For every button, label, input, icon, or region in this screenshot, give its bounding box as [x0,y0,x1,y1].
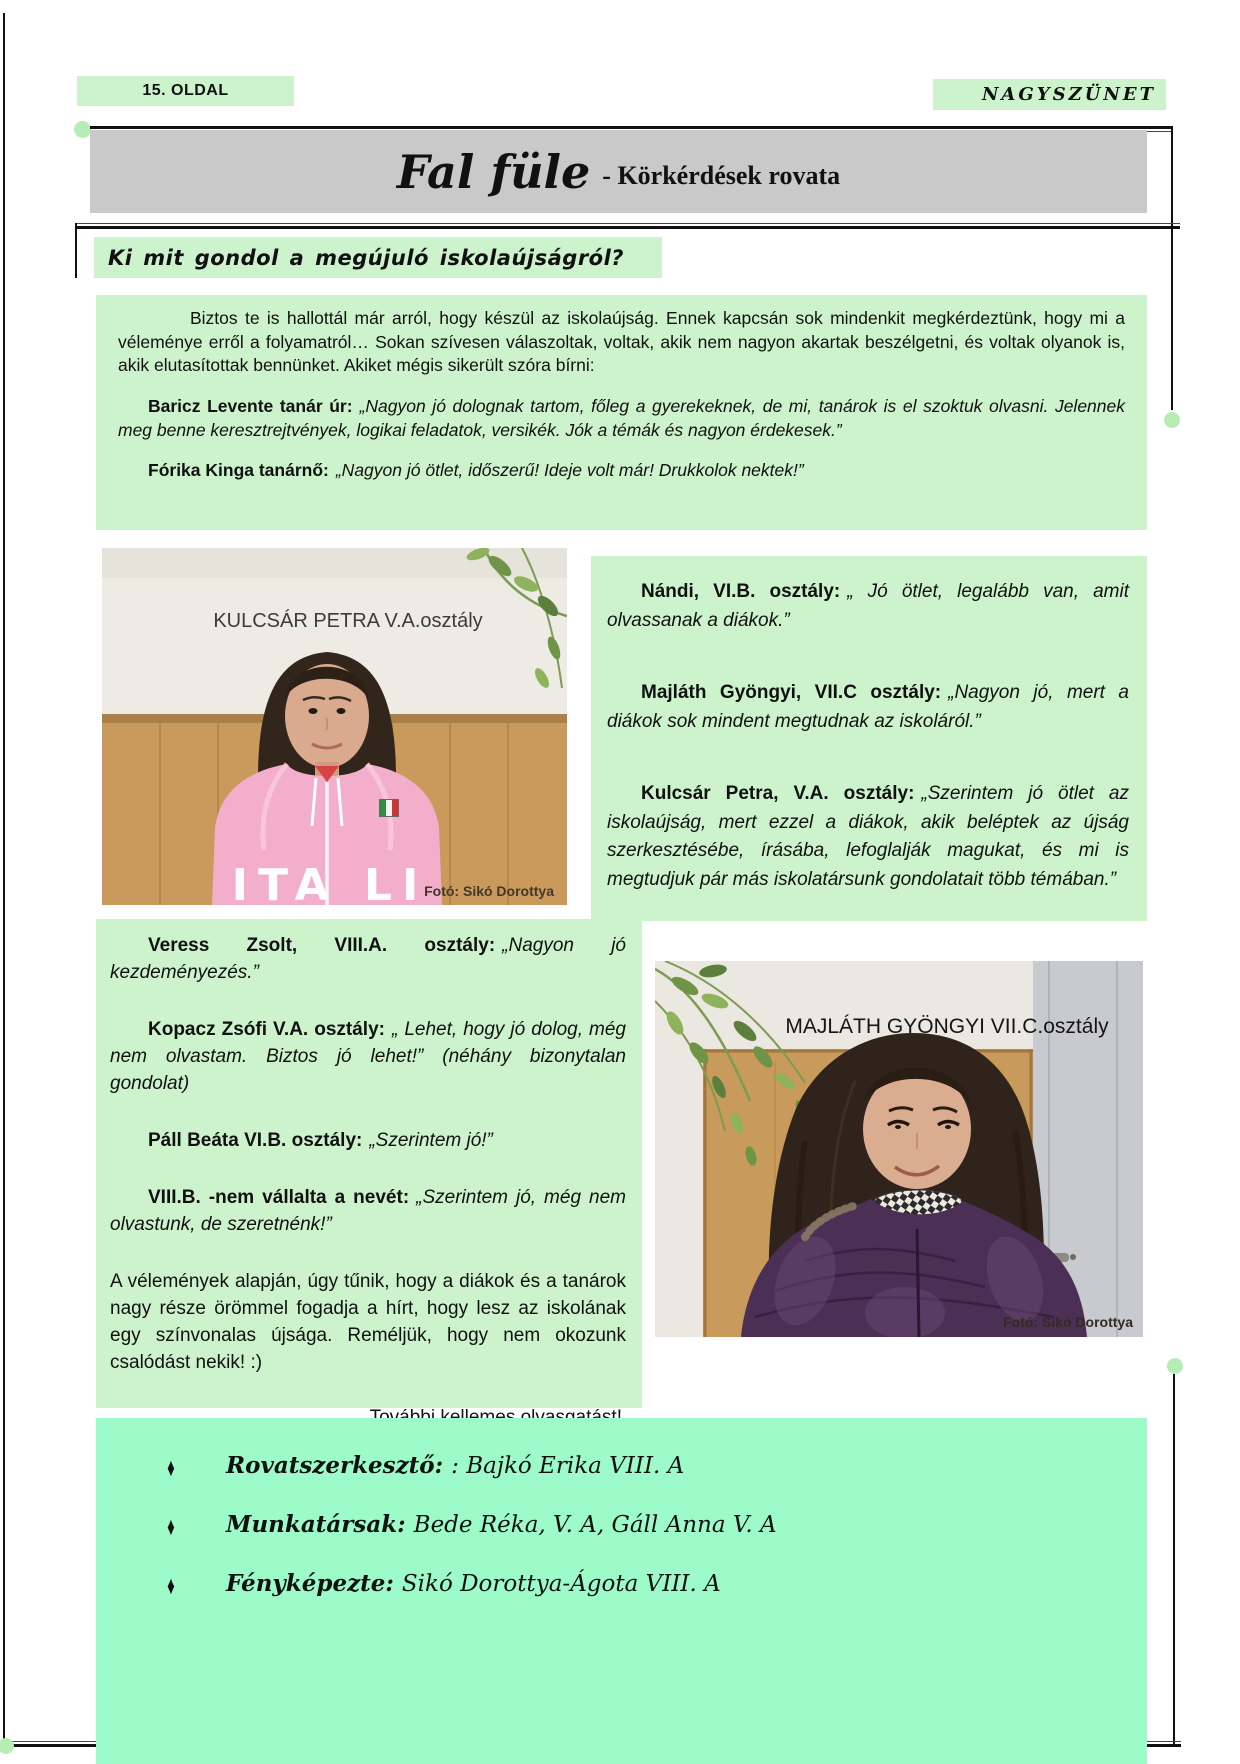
credits-block [96,1418,1147,1764]
quote-speaker: Kopacz Zsófi V.A. osztály: [148,1018,385,1040]
quote-text: „Nagyon jó ötlet, időszerű! Ideje volt már! Drukkolok nektek!” [335,460,804,481]
diamond-bullet-icon: ♦ [167,1513,175,1542]
page-border-left [3,13,5,1750]
corner-dot-top-left [74,121,91,138]
section-title-bar [90,130,1147,213]
quote-text: „Nagyon jó, mert a diákok sok mindent megtudnak az iskoláról.” [607,682,1129,732]
teacher-quote-2 [118,459,1125,483]
mid-rule-thick [75,226,1180,229]
photo-majlath-gyongyi [655,961,1143,1337]
question-headline: Ki mit gondol a megújuló iskolaújságról? [94,237,662,278]
quote-text: „ Jó ötlet, legalább van, amit olvassanak a diákok.” [607,581,1129,631]
student-quote [607,780,1129,894]
quote-speaker: Veress Zsolt, VIII.A. osztály: [148,935,496,956]
quote-text: „Nagyon jó dolognak tartom, főleg a gyerekeknek, de mi, tanárok is el szoktuk olvasni. Jelennek meg benne keresztrejtvények, logikai feladatok, versikék. Jók a témák és nagyon érdekesek.” [118,395,1125,440]
quote-speaker: Kulcsár Petra, V.A. osztály: [641,783,915,804]
student-quote [607,578,1129,635]
corner-dot-bottom-left [0,1738,14,1754]
credit-label: Fényképezte: [226,1570,394,1597]
masthead-title: NAGYSZÜNET [933,79,1166,110]
quote-text: „Szerintem jó ötlet az iskolaújság, mert ezzel a diákok, akik beléptek az újság szerkesztésébe, írásába, lefoglalják magukat, és mi is megtudjuk pár más iskolatársunk gondolatait több témában.” [607,783,1129,890]
quote-text: „ Lehet, hogy jó dolog, még nem olvastam. Biztos jó lehet!” (néhány bizonytalan gondolat) [110,1018,626,1094]
credit-value: : Bajkó Erika VIII. A [451,1453,685,1479]
border-dot-right-upper [1164,412,1180,428]
intro-paragraph: Biztos te is hallottál már arról, hogy készül az iskolaújság. Ennek kapcsán sok mindenkit megkérdeztünk, hogy mi a véleménye erről a folyamatról… Sokan szívesen válaszoltak, voltak, akik nem nagyon akartak beszélgetni, és voltak olyanok is, akik elutasítottak bennünket. Akiket mégis sikerült szóra bírni: [118,308,1125,376]
credit-label: Rovatszerkesztő: [226,1452,444,1479]
mid-rule-left-stub [75,223,77,278]
photo-kulcsar-petra [102,548,567,905]
italia-shield-logo [380,800,399,817]
student-quote [607,679,1129,736]
mid-rule-thin [75,223,1180,224]
photo-kulcsar-petra-illustration [102,548,567,905]
student-quote [110,1185,626,1239]
diamond-bullet-icon: ♦ [167,1572,175,1601]
student-quote [110,1128,626,1155]
credit-text [226,1570,721,1597]
quote-text: „Szerintem jó, még nem olvastunk, de szeretnénk!” [110,1186,626,1235]
student-quote [110,1017,626,1098]
diamond-bullet-icon: ♦ [167,1454,175,1483]
quote-speaker: Fórika Kinga tanárnő: [148,460,329,481]
credit-text [226,1511,777,1538]
section-title-script: Fal füle [396,144,591,199]
quote-speaker: Páll Beáta VI.B. osztály: [148,1129,363,1151]
page-border-right-lower [1173,1374,1175,1745]
credit-item [96,1452,1147,1483]
photo-credit: Fotó: Sikó Dorottya [424,883,554,899]
student-quotes-right-block [591,556,1147,921]
intro-block [96,295,1147,530]
credit-item [96,1511,1147,1542]
section-title-rest: - Körkérdések rovata [602,160,841,190]
top-rule-thick [90,126,1173,129]
credit-value: Bede Réka, V. A, Gáll Anna V. A [413,1512,777,1538]
photo-caption: KULCSÁR PETRA V.A.osztály [213,610,483,632]
closing-summary: A vélemények alapján, úgy tűnik, hogy a diákok és a tanárok nagy része örömmel fogadja a hírt, hogy lesz az iskolának egy színvonalas újsága. Reméljük, hogy nem okozunk csalódást nekik! :) [110,1270,626,1373]
page-number-label: 15. OLDAL [77,76,294,106]
quote-text: „Nagyon jó kezdeményezés.” [110,935,626,983]
quote-speaker: Majláth Gyöngyi, VII.C osztály: [641,682,942,703]
credit-text [226,1452,684,1479]
quote-speaker: Baricz Levente tanár úr: [148,395,353,416]
photo-caption: MAJLÁTH GYÖNGYI VII.C.osztály [785,1015,1109,1038]
page-border-right-upper [1171,126,1173,410]
photo-majlath-gyongyi-illustration [655,961,1143,1337]
student-quotes-left-block [96,919,642,1408]
credit-value: Sikó Dorottya-Ágota VIII. A [401,1571,721,1597]
photo-credit: Fotó: Sikó Dorottya [1003,1314,1133,1330]
teacher-quote-1 [118,395,1125,442]
hoodie-text: ITA LI [231,860,429,905]
quote-speaker: VIII.B. -nem vállalta a nevét: [148,1186,410,1208]
quote-text: „Szerintem jó!” [369,1129,493,1151]
border-dot-right-lower [1167,1358,1183,1374]
credit-label: Munkatársak: [226,1511,406,1538]
quote-speaker: Nándi, VI.B. osztály: [641,581,841,602]
student-quote [110,933,626,987]
credit-item [96,1570,1147,1601]
